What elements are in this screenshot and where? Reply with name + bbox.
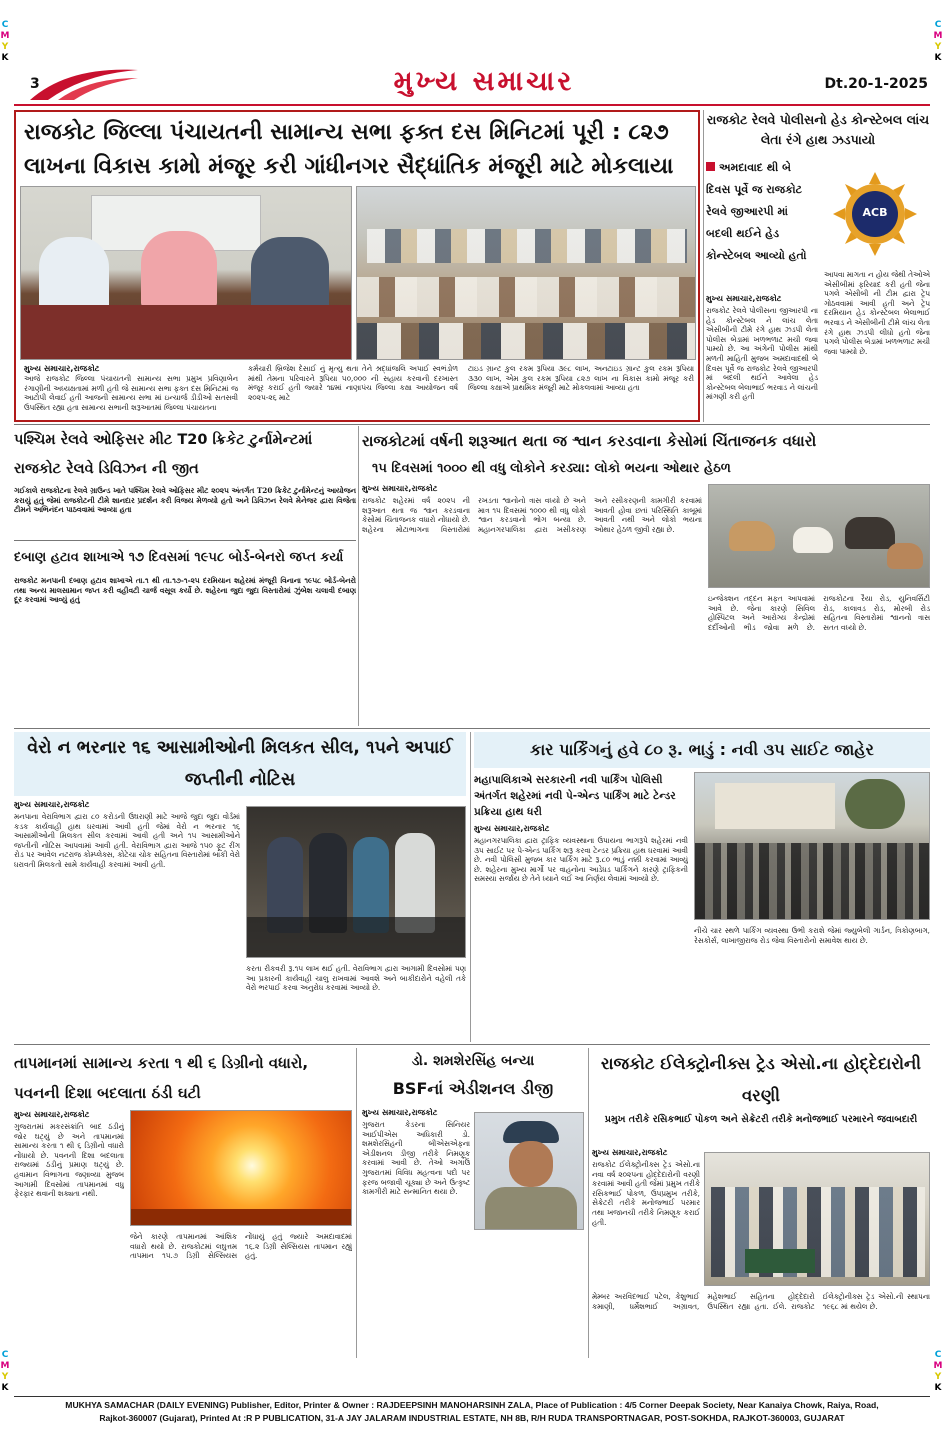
imprint-footer [14,1399,930,1427]
sun-heat-photo [130,1110,352,1226]
encroachment-body: રાજકોટ મનપાની દબાણ હટાવ શાખાએ તા.૧ થી તા.૧૭-૧-૨૫ દરમિયાન શહેરમાં મંજૂરી વિનાના ૧૯૫૮ બોર્ડ-બેનરો તથા અન્ય માલસામાન જપ્ત કરી વહીવટી ચાર્જ વસૂલ કર્યો છે. શહેરના જુદા જુદા વિસ્તારોમાં ઝુંબેશ ચલાવી દબાણ દૂર કરવામાં આવ્યું હતું [14,576,356,605]
parking-story [474,732,930,1042]
dogs-byline: મુખ્ય સમાચાર,રાજકોટ [362,484,438,493]
tax-divider [470,732,471,1042]
motorcycle [247,917,466,958]
reg-m: M [0,31,10,41]
bsf-body: ગુજરાત કેડરના સિનિયર આઈપીએસ અધિકારી ડો. શમશેરસિંહની બીએસએફના એડીશનલ ડીજી તરીકે નિમણૂક કરવામાં આવી છે. તેઓ અગાઉ ગુજરાતમાં વિવિધ મહત્વના પદો પર ફરજ બજાવી ચૂક્યા છે અને ઉત્કૃષ્ટ કામગીરી માટે સન્માનિત થયા છે. [362,1120,470,1197]
parking-subhead: મહાપાલિકાએ સરકારની નવી પાર્કિંગ પોલિસી અંતર્ગત શહેરમાં નવી પે-એન્ડ પાર્કિંગ માટે ટેન્ડર પ્રક્રિયા હાથ ધરી [474,774,676,818]
imprint-line-1: MUKHYA SAMACHAR (DAILY EVENING) Publisher, Editor, Printer & Owner : RAJDEEPSINH MANOHARSINH ZALA, Place of Publication : 4/5 Corner Deepak Society, Near Kanaiya Chowk, Raiya, Road, [65,1400,879,1410]
lead-body-col3: ટાઇડ ગ્રાન્ટ કુલ રકમ રૂપિયા ૩૯૮ લાખ, અનટાઇડ ગ્રાન્ટ કુલ રકમ રૂપિયા ૩૩૦ લાખ, એમ કુલ રકમ રૂપિયા ૮૨૭ લાખ ના વિકાસ કામો મંજૂર કરી જિલ્લા કક્ષાએ પ્રાથમિક મંજૂરી માટે મોકલવામાં આવ્યા હતા [468,364,694,393]
trade-headline: રાજકોટ ઈલેક્ટ્રોનીક્સ ટ્રેડ એસો.ના હોદ્દેદારોની વરણી [600,1054,922,1105]
member-row [711,1187,925,1277]
reg-c-lb: C [1,1350,9,1360]
dog-1 [729,521,775,551]
weather-story [14,1048,352,1358]
reg-m-rb: M [933,1361,943,1371]
officer-face [509,1141,553,1187]
trade-body: રાજકોટ ઈલેક્ટ્રોનીક્સ ટ્રેડ એસો.ના નવા વર્ષ ૨૦૨૫ના હોદ્દેદારોની વરણી કરવામાં આવી હતી જેમાં પ્રમુખ તરીકે રસિકભાઈ પોકળ, ઉપપ્રમુખ તરીકે, સેક્રેટરી તરીકે મનોજભાઈ પરમાર તથા ખજાનચી તરીકે નિમણૂક કરાઈ હતી. [592,1160,700,1227]
police-divider [703,110,704,422]
person-center [141,231,217,307]
police-headline: રાજકોટ રેલવે પોલીસનો હેડ કોન્સ્ટેબલ લાંચ લેતા રંગે હાથ ઝડપાયો [706,112,930,147]
reg-y-right: Y [934,42,942,52]
weather-body-2: જેને કારણે તાપમાનમાં આંશિક વધારો થયો છે. રાજકોટમાં લઘુત્તમ તાપમાન ૧૫.૭ ડિગ્રી સેલ્સિયસ નોંધાયું હતું જ્યારે અમદાવાદમાં ૧૬.૨ ડિગ્રી સેલ્સિયસ તાપમાન રહ્યું હતું. [130,1232,352,1261]
trade-body-bottom: મેમ્બર અરવિંદભાઈ પટેલ, કેશુભાઈ કમાણી, ધર્મેશભાઈ અગ્રાવત, મહેશભાઈ સહિતના હોદ્દેદારો ઉપસ્થિત રહ્યા હતા. ઈલે. રાજકોટ ઈલેક્ટ્રોનીક્સ ટ્રેડ એસો.ની સ્થાપના ૧૯૬૮ માં થયેલ છે. [592,1292,930,1311]
dogs-headline: રાજકોટમાં વર્ષની શરૂઆત થતા જ શ્વાન કરડવાના કેસોમાં ચિંતાજનક વધારો [362,432,817,450]
reg-k-lb: K [1,1383,9,1393]
registration-right-bottom [933,1350,945,1398]
lead-byline: મુખ્ય સમાચાર,રાજકોટ [24,364,100,373]
parking-byline: મુખ્ય સમાચાર,રાજકોટ [474,824,550,833]
weather-byline: મુખ્ય સમાચાર,રાજકોટ [14,1110,90,1119]
page-number: 3 [30,76,40,92]
tax-officials-photo [246,806,466,958]
rule-row-1 [14,424,930,425]
meeting-hall-photo [356,186,696,360]
rule-cricket [14,540,356,541]
parking-body: મહાનગરપાલિકા દ્વારા ટ્રાફિક વ્યવસ્થાના ઉપાયના ભાગરૂપે શહેરમાં નવી ૩૫ સાઈટ પર પે-એન્ડ પાર્કિંગ શરૂ કરવા ટેન્ડર પ્રક્રિયા હાથ ધરવામાં આવી છે. નવી પોલિસી મુજબ કાર પાર્કિંગ માટે રૂ.૮૦ ભાડું નક્કી કરવામાં આવ્યું છે. શહેરના મુખ્ય માર્ગો પર વાહનોના આડેધડ પાર્કિંગને કારણે ટ્રાફિકની સમસ્યા સર્જાય છે તેને ધ્યાને લઈ આ નિર્ણય લેવામાં આવ્યો છે. [474,836,688,884]
parking-headline: કાર પાર્કિંગનું હવે ૮૦ રૂ. ભાડું : નવી ૩૫ સાઈટ જાહેર [474,732,930,768]
police-byline: મુખ્ય સમાચાર,રાજકોટ [706,294,782,303]
reg-k: K [1,53,9,63]
attendee-row-2 [357,277,696,317]
cricket-headline: પશ્ચિમ રેલવે ઓફિસર મીટ T20 ક્રિકેટ ટુર્નામેન્ટમાં રાજકોટ રેલવે ડિવિઝન ની જીત [14,432,313,477]
trade-members-photo [704,1152,930,1286]
reg-y-rb: Y [934,1372,942,1382]
horizon-band [131,1209,352,1226]
weather-headline: તાપમાનમાં સામાન્ય કરતા ૧ થી ૬ ડિગ્રીનો વધારો, પવનની દિશા બદલાતા ઠંડી ઘટી [14,1054,309,1102]
dog-3 [845,517,895,549]
weather-divider [356,1048,357,1358]
masthead [14,62,930,104]
dogs-photo [708,484,930,588]
registration-left-bottom [0,1350,12,1398]
lead-headline: રાજકોટ જિલ્લા પંચાયતની સામાન્ય સભા ફક્ત દસ મિનિટમાં પૂરી : ૮૨૭ લાખના વિકાસ કામો મંજૂર કરી ગાંધીનગર સૈદ્ધાંતિક મંજૂરી માટે મોકલાયા [24,120,674,179]
issue-date: Dt.20-1-2025 [824,76,928,92]
dogs-body-right: ઇન્જેક્શન તદ્દન મફત આપવામાં આવે છે. જેના કારણે સિવિલ હોસ્પિટલ અને આરોગ્ય કેન્દ્રોમાં દર્દીઓની ભીડ જોવા મળે છે. રાજકોટના રૈયા રોડ, યુનિવર્સિટી રોડ, કાલાવડ રોડ, મોરબી રોડ સહિતના વિસ્તારોમાં શ્વાનનો ત્રાસ સતત વધ્યો છે. [708,594,930,632]
section-title: મુખ્ય સમાચાર [393,66,575,97]
tax-body-2: કરતા રીકવરી રૂ.૧૫ લાખ થઈ હતી. વેરાવિભાગ દ્વારા આગામી દિવસોમાં પણ આ પ્રકારની કાર્યવાહી ચાલુ રાખવામાં આવશે અને બાકીદારોને વહેલી તકે વેરો ભરપાઈ કરવા અનુરોધ કરવામાં આવ્યો છે. [246,964,466,993]
parking-lot-photo [694,772,930,920]
police-body-right: આપવા માગતા ન હોય જેથી તેઓએ એસીબીમાં ફરિયાદ કરી હતી જેના પગલે એસીબી ની ટીમ દ્વારા ટ્રેપ ગોઠવવામાં આવી હતી અને ટ્રેપ દરમિયાન હેડ કોન્સ્ટેબલ બેલાભાઈ ભરવાડ ને એસીબીની ટીમે લાંચ લેતા રંગે હાથ ઝડપી લીધો હતો જેના પગલે પોલીસ બેડામાં ખળભળાટ મચી જવા પામ્યો છે. [824,270,930,356]
imprint-line-2: Rajkot-360007 (Gujarat), Printed At :R P PUBLICATION, 31-A JAY JALARAM INDUSTRIAL ESTATE, NH 8B, R/H RUDA TRANSPORTNAGAR, POST-SOKHDA, RAJKOT-360003, GUJARAT [99,1413,845,1423]
tree-left [845,779,905,829]
registration-right [933,20,945,68]
masthead-rule [14,104,930,106]
reg-y: Y [1,42,9,52]
tax-story [14,732,466,1042]
lead-story [14,110,700,422]
reg-c: C [1,20,9,30]
dogs-subhead: ૧૫ દિવસમાં ૧૦૦૦ થી વધુ લોકોને કરડ્યા: લોકો ભયના ઓથાર હેઠળ [372,461,731,476]
tax-byline: મુખ્ય સમાચાર,રાજકોટ [14,800,90,809]
bsf-story [362,1048,584,1358]
trade-story [592,1048,930,1358]
officer-portrait-photo [474,1112,584,1230]
lead-body-col1: આજે રાજકોટ જિલ્લા પંચાયતની સામાન્ય સભા પ્રમુખ પ્રવિણાબેન રંગાણીની અધ્યક્ષતામાં મળી હતી જે સામાન્ય સભા ફક્ત દસ મિનિટમાં જ આટોપી લેવાઈ હતી આજની સામાન્ય સભા માં ઇન્ચાર્જ ડીડીઓ સતસવી ઉપસ્થિત રહ્યા હતા સામાન્ય સભાની શરૂઆતમાં જિલ્લા પંચાયતના [24,374,238,412]
reg-m-right: M [933,31,943,41]
police-subhead-text: અમદાવાદ થી બે દિવસ પૂર્વે જ રાજકોટ રેલવે જીઆરપી માં બદલી થઈને હેડ કોન્સ્ટેબલ આવ્યો હતો [706,161,807,262]
bsf-byline: મુખ્ય સમાચાર,રાજકોટ [362,1108,438,1117]
person-left [39,237,109,309]
dogs-body: રાજકોટ શહેરમાં વર્ષ ૨૦૨૫ ની શરૂઆત થતા જ શ્વાન કરડવાના કેસોમાં ચિંતાજનક વધારો નોંધાયો છે. શહેરના મોટાભાગના વિસ્તારોમાં રખડતા શ્વાનોનો ત્રાસ વધ્યો છે અને માત્ર ૧૫ દિવસમાં ૧૦૦૦ થી વધુ લોકો શ્વાન કરડવાનો ભોગ બન્યા છે. મહાનગરપાલિકા દ્વારા ખસીકરણ અને રસીકરણની કામગીરી કરવામાં આવતી હોવા છતાં પરિસ્થિતિ કાબૂમાં આવતી નથી અને લોકો ભયના ઓથાર હેઠળ જીવી રહ્યા છે. [362,496,702,534]
encroachment-story [14,542,356,724]
cricket-divider [358,426,359,726]
red-bullet-icon [706,162,715,171]
dog-4 [887,543,923,569]
officer-cap [503,1121,559,1143]
bsf-headline-2: BSFનાં એડીશનલ ડીજી [392,1079,554,1098]
cricket-story [14,426,356,538]
green-table [745,1249,815,1273]
acb-badge-text: ACB [862,206,888,219]
reg-y-lb: Y [1,1372,9,1382]
attendee-row-1 [367,229,687,263]
person-right [251,237,329,309]
dog-2 [793,527,833,553]
police-body-left: રાજકોટ રેલવે પોલીસના જીઆરપી ના હેડ કોન્સ્ટેબલ ને લાંચ લેતા એસીબીની ટીમે રંગે હાથ ઝડપી લેતા પોલીસ બેડામાં ખળભળાટ મચી જવા પામ્યો છે. આ અંગેની પોલીસ માંથી મળતી માહિતી મુજબ અમદાવાદથી બે દિવસ પૂર્વે જ રાજકોટ રેલવે જીઆરપી માં બદલી થઈને આવેલા હેડ કોન્સ્ટેબલ બેલાભાઈ ભરવાડ ને લાંચની માંગણી કરી હતી [706,306,818,402]
rule-row-2 [14,728,930,729]
tax-body: મનપાના વેરાવિભાગ દ્વારા ૮૦ કરોડની ઉઘરાણી માટે આજે જુદા જુદા વોર્ડમાં કડક કાર્યવાહી હાથ ધરવામાં આવી હતી જેમાં વેરો ન ભરનાર ૧૬ આસામીઓની મિલકત સીલ કરવામાં આવી હતી અને ૧૫ આસામીઓને જપ્તીની નોટિસ આપવામાં આવી હતી. વેરાવિભાગ દ્વારા આજે ૧૫૦ ફૂટ રીંગ રોડ પર આવેલ નટરાજ કોમ્પ્લેક્સ, કોટેચા ચોક સહિતના વિસ્તારોમાં બાકી વેરો ધરાવતી મિલકતો સામે કાર્યવાહી કરવામાં આવી હતી. [14,812,240,869]
police-subhead [706,156,818,288]
reg-c-right: C [934,20,942,30]
building-backdrop [715,783,835,829]
footer-rule [14,1396,930,1397]
cricket-body: ગઈકાલે રાજકોટના રેલવે ગ્રાઉન્ડ ખાતે પશ્ચિમ રેલવે ઓફિસર મીટ ૨૦૨૫ અંતર્ગત T20 ક્રિકેટ ટુર્નામેન્ટનું આયોજન કરાયું હતું જેમાં રાજકોટની ટીમે શાનદાર પ્રદર્શન કરી વિજય મેળવ્યો હતો અને ડિવિઝન રેલવે મેનેજર દ્વારા વિજેતા ટીમને અભિનંદન પાઠવવામાં આવ્યા હતા [14,486,356,515]
rule-row-3 [14,1044,930,1045]
attendee-row-3 [357,323,696,360]
dogs-story [362,426,930,726]
bsf-headline-1: ડો. શમશેરસિંહ બન્યા [411,1053,535,1069]
encroachment-headline: દબાણ હટાવ શાખાએ ૧૭ દિવસમાં ૧૯૫૮ બોર્ડ-બેનરો જપ્ત કર્યા [14,550,344,565]
trade-subhead: પ્રમુખ તરીકે રસિકભાઈ પોકળ અને સેક્રેટરી તરીકે મનોજભાઈ પરમારને જવાબદારી [604,1114,918,1125]
table-desk [21,305,352,360]
reg-c-rb: C [934,1350,942,1360]
registration-left [0,20,12,68]
bsf-divider [588,1048,589,1358]
parked-bikes [695,843,930,920]
reg-k-rb: K [934,1383,942,1393]
meeting-dais-photo [20,186,352,360]
officer-uniform [485,1187,577,1230]
parking-body-right: નીચે ચાર સ્થળે પાર્કિંગ વ્યવસ્થા ઉભી કરાશે જેમાં જ્યુબેલી ગાર્ડન, ત્રિકોણબાગ, રેસકોર્સ, લાખાજીરાજ રોડ જેવા વિસ્તારોનો સમાવેશ થાય છે. [694,926,930,945]
police-story [706,110,930,422]
reg-m-lb: M [0,1361,10,1371]
trade-byline: મુખ્ય સમાચાર,રાજકોટ [592,1148,668,1157]
reg-k-right: K [934,53,942,63]
acb-badge [824,166,926,266]
weather-body: ગુજરાતમાં મકરસંક્રાંતિ બાદ ઠંડીનું જોર ઘટ્યું છે અને તાપમાનમાં સામાન્ય કરતા ૧ થી ૬ ડિગ્રીનો વધારો નોંધાયો છે. પવનની દિશા બદલાતા રાજ્યમાં ઠંડીનું પ્રમાણ ઘટ્યું છે. હવામાન વિભાગના જણાવ્યા મુજબ આગામી દિવસોમાં તાપમાનમાં વધુ ફેરફાર થવાની શક્યતા નથી. [14,1122,124,1199]
tax-headline: વેરો ન ભરનાર ૧૬ આસામીઓની મિલકત સીલ, ૧૫ને અપાઈ જપ્તીની નોટિસ [14,732,466,796]
lead-body-col2: કર્મચારી બ્રિજેશ દેસાઈ નું મૃત્યુ થતા તેને શ્રદ્ધાંજલિ અપાઈ સ્વભંડોળ માંથી તેમના પરિવારને રૂપિયા ૫૦,૦૦૦ ની સહાય કરવાની દરખાસ્ત મંજૂર કરાઈ હતી જ્યારે ૧૪માં નાણાપંચ જિલ્લા કક્ષા આયોજન વર્ષ ૨૦૨૫-૨૬ માટે [248,364,458,402]
